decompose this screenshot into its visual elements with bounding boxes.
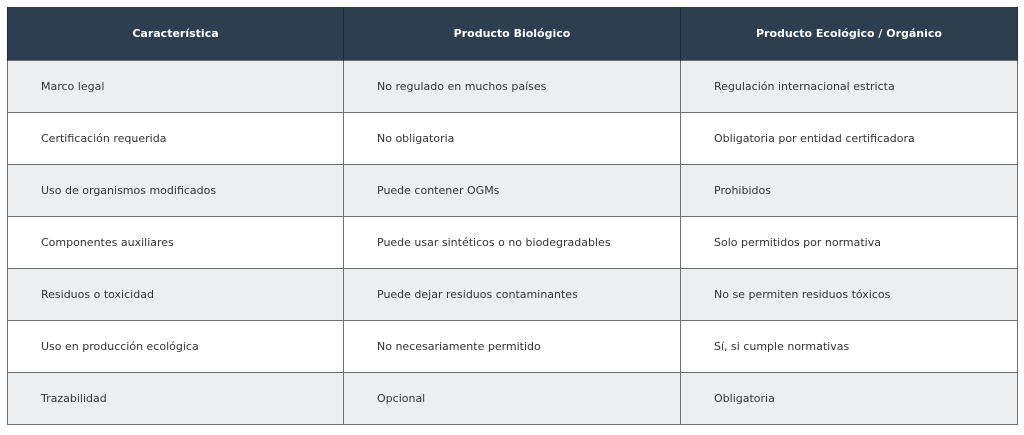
header-row [8, 7, 1018, 61]
table-body [8, 61, 1018, 425]
cell-characteristic: Marco legal [8, 61, 344, 113]
cell-ecological: Regulación internacional estricta [681, 61, 1018, 113]
cell-characteristic: Componentes auxiliares [8, 217, 344, 269]
table-row [8, 217, 1018, 269]
cell-biological: No obligatoria [344, 113, 681, 165]
cell-characteristic: Trazabilidad [8, 373, 344, 425]
cell-ecological: No se permiten residuos tóxicos [681, 269, 1018, 321]
table-row [8, 113, 1018, 165]
cell-biological: Puede contener OGMs [344, 165, 681, 217]
table-row [8, 269, 1018, 321]
cell-characteristic: Uso en producción ecológica [8, 321, 344, 373]
table-row [8, 321, 1018, 373]
cell-biological: No regulado en muchos países [344, 61, 681, 113]
cell-ecological: Obligatoria por entidad certificadora [681, 113, 1018, 165]
header-characteristic: Característica [8, 7, 344, 61]
cell-ecological: Sí, si cumple normativas [681, 321, 1018, 373]
header-ecological-product: Producto Ecológico / Orgánico [681, 7, 1018, 61]
cell-biological: Opcional [344, 373, 681, 425]
cell-characteristic: Certificación requerida [8, 113, 344, 165]
cell-ecological: Prohibidos [681, 165, 1018, 217]
table-row [8, 61, 1018, 113]
cell-ecological: Obligatoria [681, 373, 1018, 425]
cell-biological: No necesariamente permitido [344, 321, 681, 373]
table-header [8, 7, 1018, 61]
cell-characteristic: Residuos o toxicidad [8, 269, 344, 321]
comparison-table-container [7, 7, 1017, 425]
cell-characteristic: Uso de organismos modificados [8, 165, 344, 217]
table-row [8, 373, 1018, 425]
cell-biological: Puede dejar residuos contaminantes [344, 269, 681, 321]
cell-biological: Puede usar sintéticos o no biodegradables [344, 217, 681, 269]
cell-ecological: Solo permitidos por normativa [681, 217, 1018, 269]
header-biological-product: Producto Biológico [344, 7, 681, 61]
comparison-table [7, 7, 1018, 425]
table-row [8, 165, 1018, 217]
